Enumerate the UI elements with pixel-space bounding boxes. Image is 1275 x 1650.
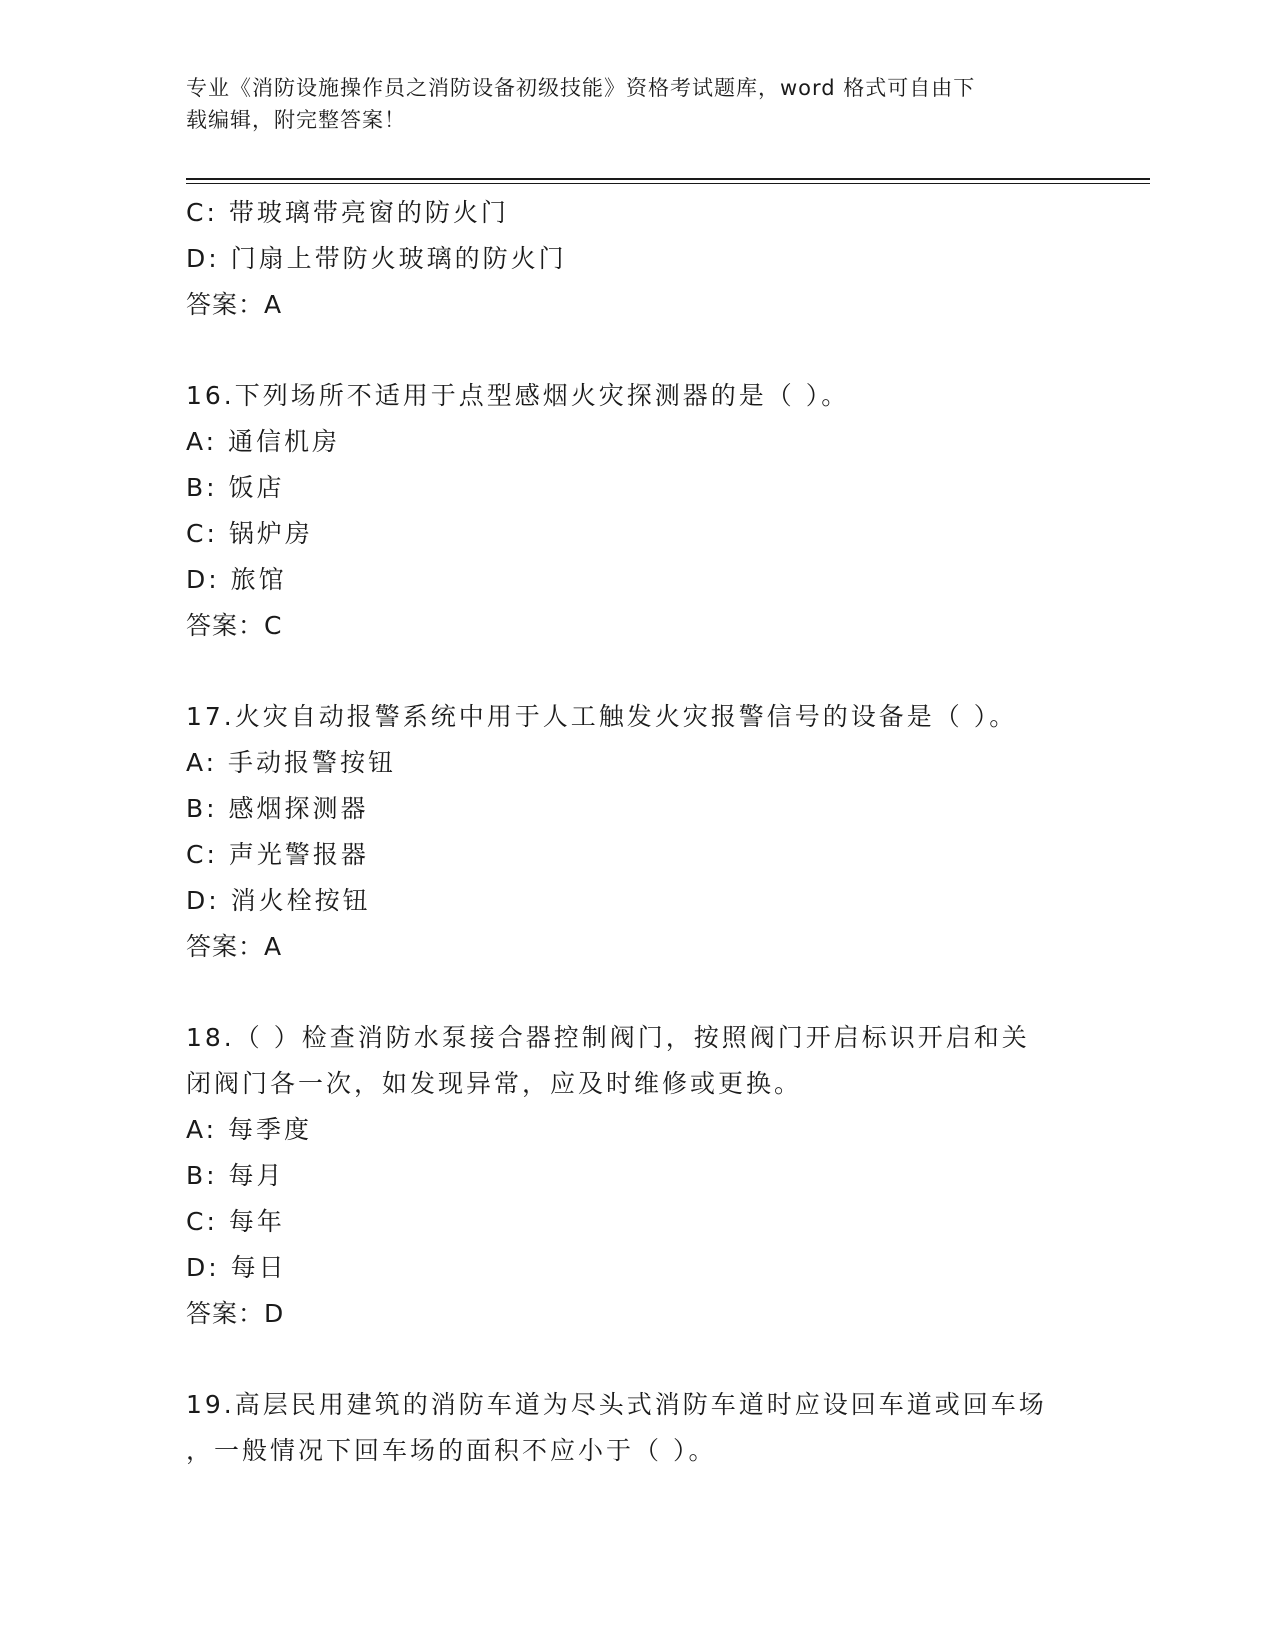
header-rule-thick (186, 178, 1150, 180)
header-line-2: 载编辑，附完整答案！ (186, 108, 406, 132)
option-a: A: 手动报警按钮 (186, 748, 397, 777)
option-c: C: 声光警报器 (186, 840, 369, 869)
question-16 (186, 373, 1086, 649)
question-18 (186, 1015, 1086, 1337)
question-17 (186, 694, 1086, 970)
option-c: C: 每年 (186, 1207, 285, 1236)
option-b: B: 每月 (186, 1161, 285, 1190)
question-text-line-2: 闭阀门各一次，如发现异常，应及时维修或更换。 (186, 1069, 803, 1098)
spacer (186, 1337, 1086, 1382)
question-list (186, 190, 1086, 1474)
option-b: B: 感烟探测器 (186, 794, 369, 823)
question-19 (186, 1382, 1086, 1474)
option-d: D: 每日 (186, 1253, 287, 1282)
question-text: 17.火灾自动报警系统中用于人工触发火灾报警信号的设备是（ ）。 (186, 702, 1018, 731)
spacer (186, 649, 1086, 694)
answer-line: 答案：C (186, 611, 283, 640)
header-line-1: 专业《消防设施操作员之消防设备初级技能》资格考试题库，word 格式可自由下 (186, 76, 976, 100)
option-d: D: 门扇上带防火玻璃的防火门 (186, 244, 567, 273)
option-a: A: 每季度 (186, 1115, 313, 1144)
header-rule-thin (186, 183, 1150, 184)
option-d: D: 旅馆 (186, 565, 287, 594)
spacer (186, 328, 1086, 373)
option-b: B: 饭店 (186, 473, 285, 502)
answer-line: 答案：A (186, 290, 283, 319)
answer-line: 答案：A (186, 932, 283, 961)
option-d: D: 消火栓按钮 (186, 886, 371, 915)
question-continued (186, 190, 1086, 328)
option-c: C: 锅炉房 (186, 519, 313, 548)
question-text-line-1: 19.高层民用建筑的消防车道为尽头式消防车道时应设回车道或回车场 (186, 1390, 1047, 1419)
document-header (186, 72, 1066, 136)
answer-line: 答案：D (186, 1299, 285, 1328)
spacer (186, 970, 1086, 1015)
option-a: A: 通信机房 (186, 427, 341, 456)
question-text-line-2: ，一般情况下回车场的面积不应小于（ ）。 (186, 1436, 717, 1465)
question-text: 16.下列场所不适用于点型感烟火灾探测器的是（ ）。 (186, 381, 850, 410)
question-text-line-1: 18.（ ）检查消防水泵接合器控制阀门，按照阀门开启标识开启和关 (186, 1023, 1030, 1052)
option-c: C: 带玻璃带亮窗的防火门 (186, 198, 509, 227)
